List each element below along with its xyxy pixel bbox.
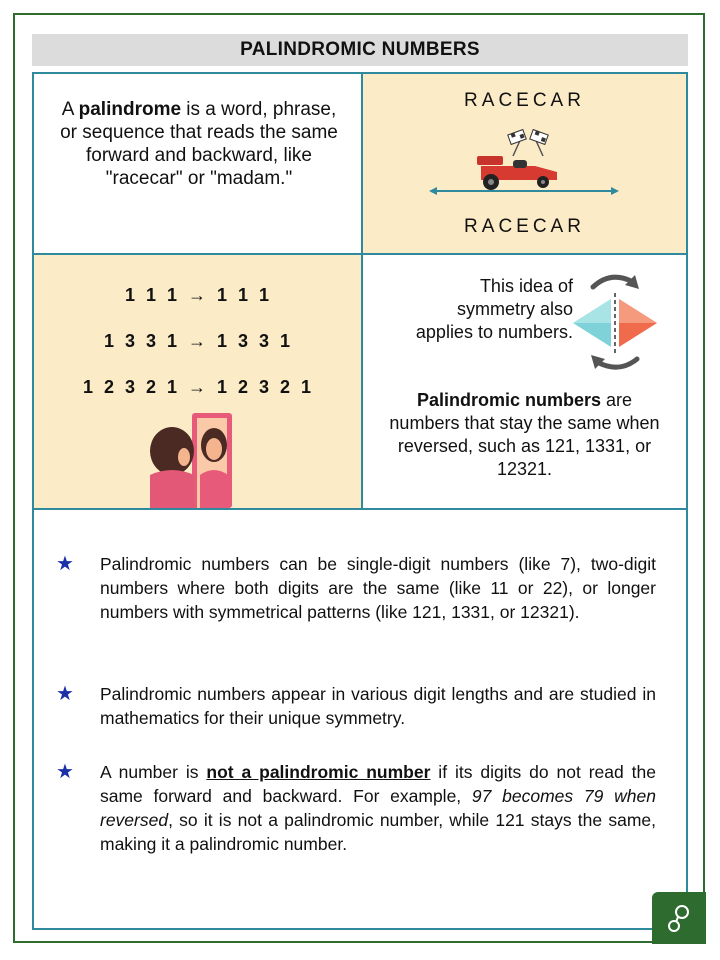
number-examples-cell [34, 255, 363, 508]
palindromic-rest: are numbers that stay the same when reversed, such as 121, 1331, or 12321. [389, 390, 660, 479]
mirror-line [429, 187, 619, 195]
bullet-text-1: Palindromic numbers can be single-digit numbers (like 7), two-digit numbers where both digits are the same (like 11 or 22), or longer numbers with symmetrical patterns (like 121, 1331, or 12321). [100, 554, 656, 622]
palindromic-term: Palindromic numbers [416, 390, 601, 410]
page-title: PALINDROMIC NUMBERS [32, 34, 688, 66]
bullet-list [32, 510, 688, 930]
number-example-2: 1 3 3 1 → 1 3 3 1 [103, 331, 294, 351]
definition-before: A [61, 99, 79, 120]
symmetry-cell [363, 255, 686, 508]
checkered-flags-icon [508, 130, 548, 156]
definition-text [54, 98, 344, 190]
info-grid [32, 72, 688, 510]
star-icon: ★ [56, 761, 74, 783]
racecar-cell [363, 74, 686, 255]
symmetry-arrows-icon [565, 267, 665, 377]
palindromic-definition [383, 389, 666, 481]
racecar-bottom-word: RACECAR [464, 216, 585, 237]
symmetry-text: This idea of symmetry also applies to numbers. [415, 276, 573, 342]
star-icon: ★ [56, 553, 74, 575]
mirror-girl-icon [144, 413, 254, 508]
definition-term: palindrome [78, 99, 182, 120]
corner-logo-icon [652, 892, 706, 944]
definition-cell [34, 74, 363, 255]
definition-after: is a word, phrase, or sequence that reads the same forward and backward, like "racecar" or "madam." [60, 99, 338, 189]
race-car-icon [477, 156, 557, 190]
star-icon: ★ [56, 683, 74, 705]
bullet-3-before: A number is [100, 762, 207, 782]
number-example-1: 1 1 1 → 1 1 1 [124, 285, 273, 305]
bullet-3-italic: 97 becomes 79 when reversed [100, 786, 656, 830]
bullet-text-3 [100, 760, 656, 856]
number-example-3: 1 2 3 2 1 → 1 2 3 2 1 [82, 377, 315, 397]
bullet-3-emphasis: not a palindromic number [206, 762, 431, 782]
racecar-top-word: RACECAR [464, 90, 585, 111]
bullet-3-after: , so it is not a palindromic number, while 121 stays the same, making it a palindromic number. [100, 810, 656, 854]
bullet-3-middle: if its digits do not read the same forward and backward. For example, [100, 762, 656, 806]
race-car-illustration [363, 126, 686, 206]
bullet-text-2: Palindromic numbers appear in various digit lengths and are studied in mathematics for their unique symmetry. [100, 684, 656, 728]
